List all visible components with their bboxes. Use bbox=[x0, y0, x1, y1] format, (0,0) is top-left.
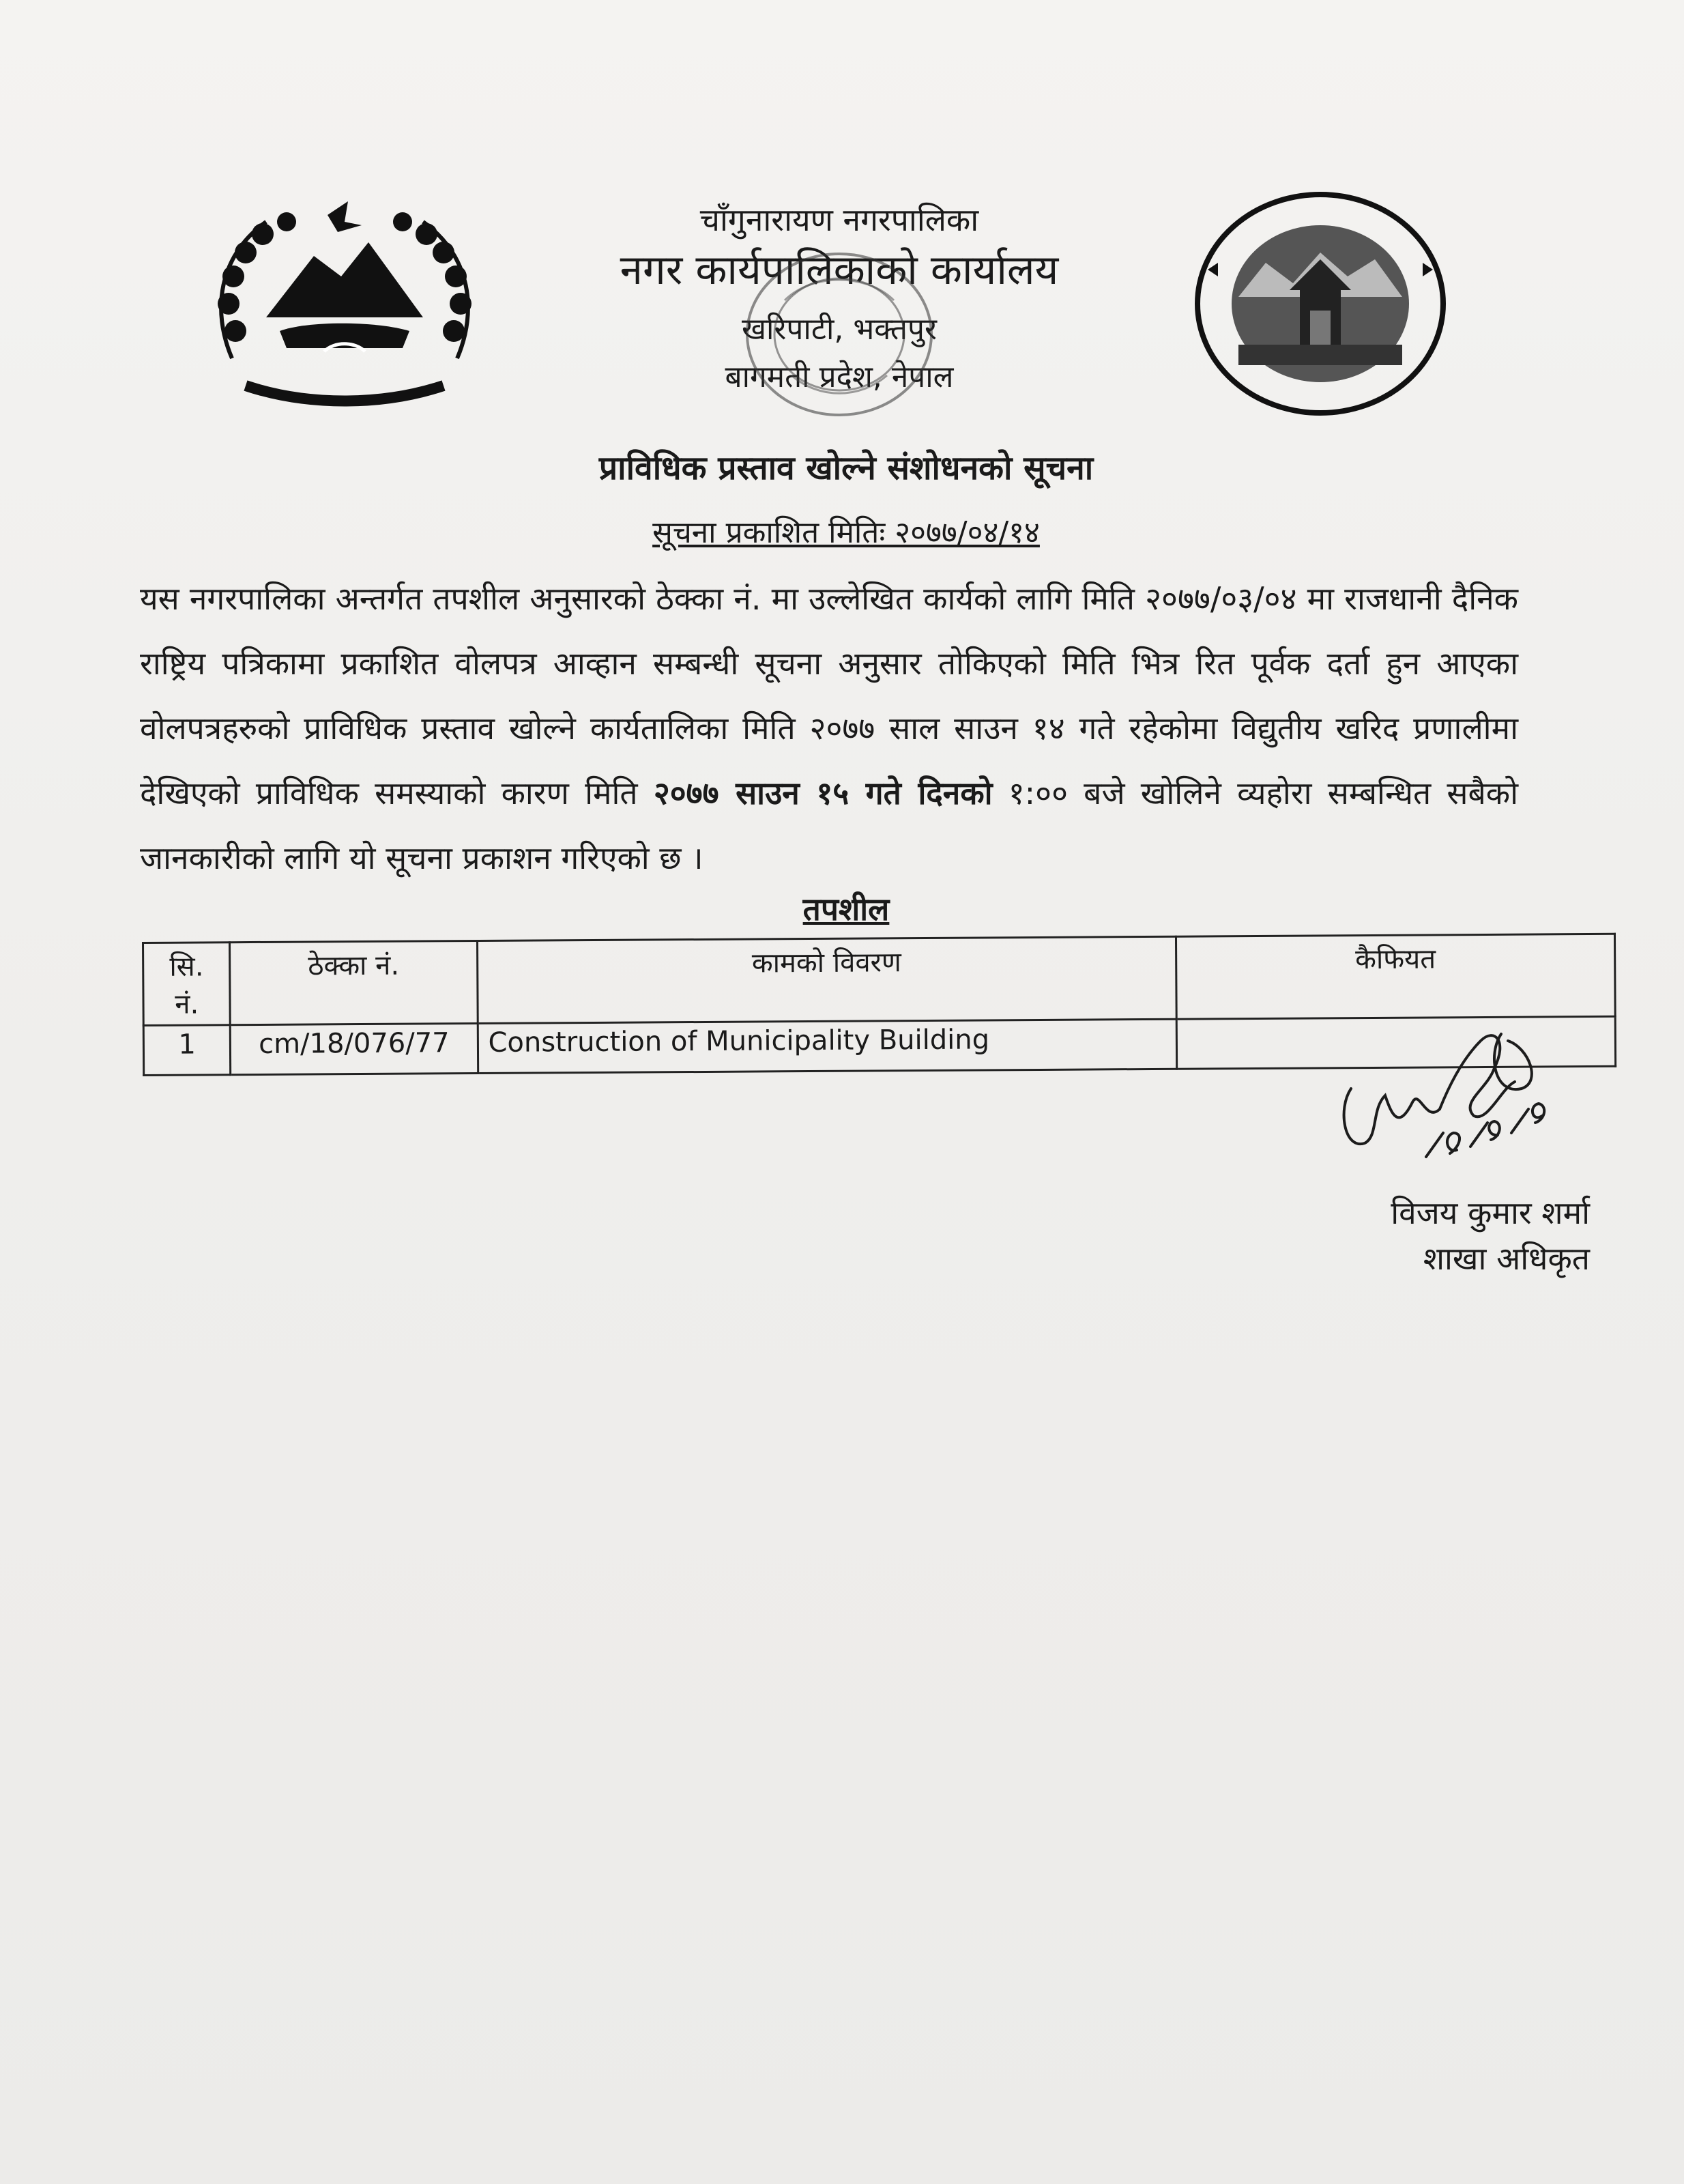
notice-body-bold-date: २०७७ साउन १५ गते दिनको bbox=[653, 775, 993, 811]
column-header-description: कामको विवरण bbox=[477, 936, 1176, 1023]
column-header-serial: सि. नं. bbox=[143, 943, 231, 1026]
office-name: नगर कार्यपालिकाको कार्यालय bbox=[620, 246, 1059, 294]
notice-title: प्राविधिक प्रस्ताव खोल्ने संशोधनको सूचना bbox=[598, 449, 1094, 487]
column-header-contract-no: ठेक्का नं. bbox=[230, 941, 478, 1025]
office-stamp-icon bbox=[737, 246, 942, 423]
signer-name: विजय कुमार शर्मा bbox=[1391, 1194, 1590, 1231]
notice-body bbox=[140, 566, 1518, 891]
province-country: बागमती प्रदेश, नेपाल bbox=[725, 360, 954, 394]
municipality-name: चाँगुनारायण नगरपालिका bbox=[699, 201, 979, 238]
signer-title: शाखा अधिकृत bbox=[1423, 1240, 1590, 1277]
cell-serial: 1 bbox=[143, 1025, 231, 1076]
table-header-row bbox=[143, 934, 1616, 1025]
handwritten-signature-icon bbox=[1324, 1014, 1583, 1177]
cell-contract-no: cm/18/076/77 bbox=[231, 1023, 478, 1074]
notice-body-part2: १:०० बजे खोलिने व्यहोरा सम्बन्धित सबैको जानकारीको लागि यो सूचना प्रकाशन गरिएको छ । bbox=[140, 775, 1518, 876]
publication-date: सूचना प्रकाशित मितिः २०७७/०४/१४ bbox=[652, 515, 1040, 550]
column-header-remarks: कैफियत bbox=[1176, 934, 1615, 1019]
notice-body-part1: यस नगरपालिका अन्तर्गत तपशील अनुसारको ठेक्का नं. मा उल्लेखित कार्यको लागि मिति २०७७/०३/०४ मा राजधानी दैनिक राष्ट्रिय पत्रिकामा प्रकाशित वोलपत्र आव्हान सम्बन्धी सूचना अनुसार तोकिएको मिति भित्र रित पूर्वक दर्ता हुन आएका वोलपत्रहरुको प्राविधिक प्रस्ताव खोल्ने कार्यतालिका मिति २०७७ साल साउन १४ गते रहेकोमा विद्युतीय खरिद प्रणालीमा देखिएको प्राविधिक समस्याको कारण मिति bbox=[140, 580, 1518, 811]
schedule-heading: तपशील bbox=[802, 891, 890, 928]
changunarayan-logo-icon bbox=[1191, 188, 1450, 420]
cell-description: Construction of Municipality Building bbox=[478, 1019, 1177, 1073]
office-address: खरिपाटी, भक्तपुर bbox=[742, 312, 937, 347]
